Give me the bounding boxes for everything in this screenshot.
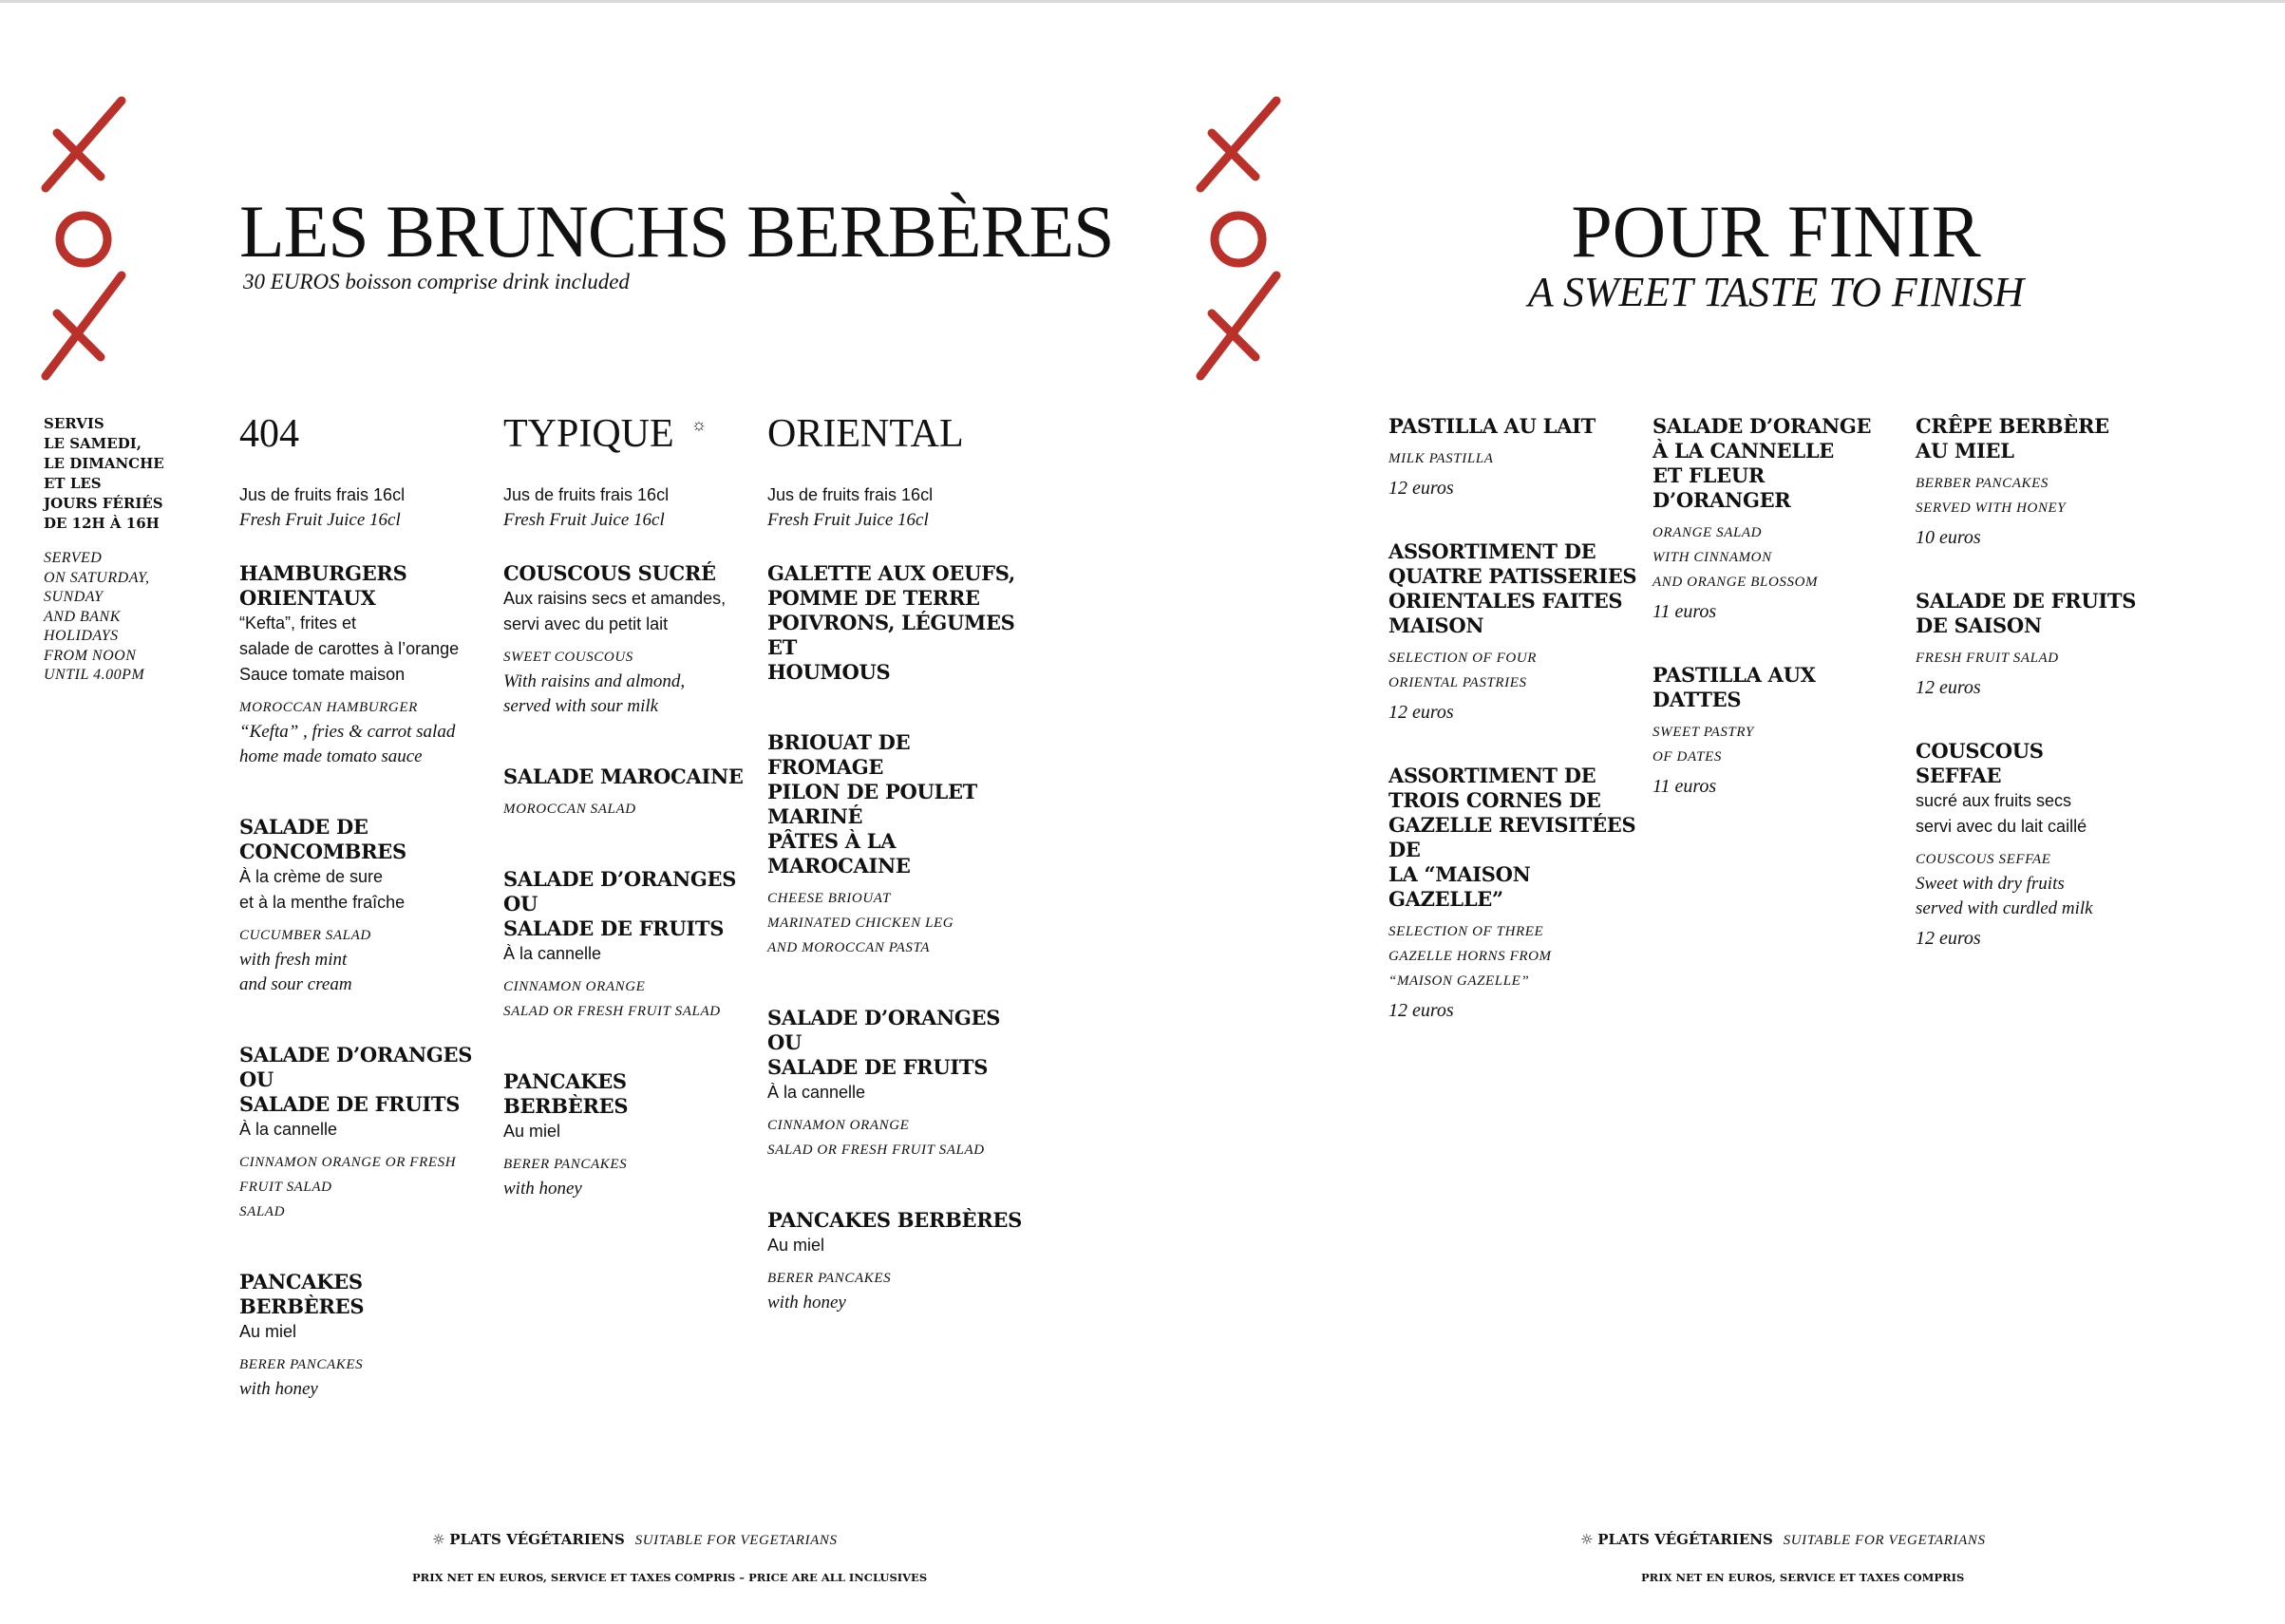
item-name: SALADE DE FRUITS (767, 1055, 989, 1079)
dessert-price: 11 euros (1652, 601, 1717, 622)
served-line: DE 12H À 16H (44, 515, 160, 532)
item-name: SALADE DE FRUITS (239, 1092, 461, 1116)
dessert-price: 12 euros (1916, 928, 1981, 949)
served-line: ET LES (44, 475, 102, 492)
dessert-name-en: AND ORANGE BLOSSOM (1652, 575, 1819, 590)
dessert-price: 12 euros (1388, 702, 1454, 723)
top-border (0, 0, 2285, 3)
dessert-item (1388, 414, 1637, 501)
spacer (767, 960, 1024, 1006)
item-desc-fr: salade de carottes à l’orange (239, 639, 460, 658)
spacer (503, 719, 752, 765)
column-title (503, 414, 752, 454)
menu-item (239, 1270, 488, 1402)
menu-item (503, 1069, 752, 1201)
spacer (1388, 1024, 1637, 1062)
spacer (503, 967, 752, 974)
dessert-item (1652, 414, 1901, 625)
spacer (503, 637, 752, 645)
spacer (503, 821, 752, 867)
dessert-name-en: SERVED WITH HONEY (1916, 500, 2067, 516)
item-name-en: SALAD OR FRESH FRUIT SALAD (503, 1004, 721, 1019)
item-desc-fr: À la cannelle (503, 944, 602, 963)
menu-item (767, 1006, 1024, 1162)
served-line-en: SUNDAY (44, 589, 104, 605)
spacer (239, 997, 488, 1043)
menu-item (767, 730, 1024, 960)
item-name-en: CUCUMBER SALAD (239, 928, 371, 943)
item-name-en: AND MOROCCAN PASTA (767, 940, 931, 955)
dessert-name: SALADE D’ORANGE (1652, 414, 1872, 438)
sun-icon: ☼ (432, 1531, 445, 1548)
sun-icon: ☼ (690, 415, 708, 434)
menu-column-oriental (767, 414, 1024, 1361)
item-name-en: MOROCCAN SALAD (503, 802, 636, 817)
spacer (239, 533, 488, 561)
item-name: SALADE MAROCAINE (503, 765, 744, 788)
spacer (1388, 912, 1637, 919)
dessert-name-en: ORANGE SALAD (1652, 525, 1763, 540)
menu-item (239, 815, 488, 997)
dessert-name: TROIS CORNES DE (1388, 788, 1601, 812)
item-name: SALADE D’ORANGES OU (767, 1006, 1001, 1054)
item-desc-fr: À la cannelle (767, 1083, 866, 1102)
dessert-desc-en: Sweet with dry fruits (1916, 874, 2065, 894)
spacer (239, 769, 488, 815)
dessert-name: SALADE DE FRUITS (1916, 589, 2137, 613)
spacer (503, 533, 752, 561)
dessert-name-en: OF DATES (1652, 749, 1722, 765)
berber-logo-left (38, 93, 133, 387)
item-name: PANCAKES BERBÈRES (767, 1208, 1022, 1232)
spacer (1652, 800, 1901, 838)
dessert-name: ASSORTIMENT DE (1388, 764, 1596, 787)
served-line-en: SERVED (44, 550, 103, 566)
spacer (1652, 513, 1901, 520)
spacer (1916, 638, 2164, 646)
item-desc-fr: Au miel (239, 1322, 297, 1341)
spacer (503, 1201, 752, 1247)
brunch-price-subtitle: 30 EUROS boisson comprise drink included (243, 270, 630, 293)
item-desc-fr: et à la menthe fraîche (239, 893, 406, 912)
dessert-item (1916, 739, 2164, 952)
dessert-item (1916, 414, 2164, 551)
dessert-name: QUATRE PATISSERIES (1388, 564, 1637, 588)
juice-en: Fresh Fruit Juice 16cl (503, 510, 665, 530)
item-name-en: CHEESE BRIOUAT (767, 891, 891, 906)
dessert-name-en: WITH CINNAMON (1652, 550, 1772, 565)
dessert-desc-fr: servi avec du lait caillé (1916, 817, 2087, 836)
dessert-name: ASSORTIMENT DE (1388, 539, 1596, 563)
item-name: BRIOUAT DE FROMAGE (767, 730, 911, 779)
price-note-right: PRIX NET EN EUROS, SERVICE ET TAXES COMPRIS (1641, 1571, 1965, 1584)
menu-item (239, 561, 488, 769)
served-line-en: UNTIL 4.00PM (44, 667, 145, 683)
spacer (239, 688, 488, 695)
spacer (239, 1345, 488, 1352)
served-line: SERVIS (44, 415, 104, 432)
dessert-name-en: “MAISON GAZELLE” (1388, 973, 1530, 989)
item-name-en: CINNAMON ORANGE (503, 979, 646, 994)
item-name: SALADE D’ORANGES OU (239, 1043, 473, 1091)
spacer (767, 685, 1024, 730)
item-desc-en: with honey (239, 1379, 318, 1399)
dessert-item (1388, 539, 1637, 726)
dessert-price: 11 euros (1652, 776, 1717, 797)
served-days-fr (44, 414, 177, 534)
dessert-desc-fr: sucré aux fruits secs (1916, 791, 2072, 810)
served-line-en: HOLIDAYS (44, 628, 119, 644)
page-subtitle-sweet: A SWEET TASTE TO FINISH (1527, 269, 2025, 315)
spacer (767, 1162, 1024, 1208)
menu-item (503, 765, 752, 821)
item-desc-en: with honey (503, 1179, 582, 1199)
juice-en: Fresh Fruit Juice 16cl (239, 510, 401, 530)
dessert-name: ORIENTALES FAITES (1388, 589, 1623, 613)
dessert-price: 12 euros (1916, 677, 1981, 698)
vegetarian-label-en: SUITABLE FOR VEGETARIANS (634, 1533, 838, 1548)
vegetarian-note-left (432, 1531, 838, 1549)
column-title (767, 414, 1024, 454)
item-name: SALADE DE CONCOMBRES (239, 815, 406, 863)
menu-column-typique (503, 414, 752, 1247)
dessert-item (1388, 764, 1637, 1024)
item-name: PANCAKES BERBÈRES (239, 1270, 365, 1318)
spacer (1388, 638, 1637, 646)
item-name-en: SWEET COUSCOUS (503, 650, 633, 665)
item-name-en: FRUIT SALAD (239, 1180, 332, 1195)
dessert-name: COUSCOUS (1916, 739, 2044, 763)
dessert-column-3 (1916, 414, 2164, 990)
spacer (239, 1402, 488, 1447)
item-name-en: CINNAMON ORANGE (767, 1118, 910, 1133)
item-name: COUSCOUS SUCRÉ (503, 561, 716, 585)
item-desc-fr: À la crème de sure (239, 867, 384, 886)
served-line-en: FROM NOON (44, 647, 137, 664)
item-desc-fr: Au miel (503, 1122, 561, 1141)
dessert-name: SEFFAE (1916, 764, 2002, 787)
item-name: PILON DE POULET (767, 780, 978, 803)
dessert-name: ET FLEUR D’ORANGER (1652, 463, 1791, 512)
page-title-brunchs: LES BRUNCHS BERBÈRES (239, 190, 1114, 273)
price-note-left: PRIX NET EN EUROS, SERVICE ET TAXES COMPRIS – PRICE ARE ALL INCLUSIVES (412, 1571, 928, 1584)
item-desc-en: and sour cream (239, 974, 352, 994)
served-days-en (44, 549, 186, 686)
dessert-name: DE SAISON (1916, 614, 2042, 637)
spacer (1652, 712, 1901, 720)
dessert-name: MAISON (1388, 614, 1484, 637)
column-name: TYPIQUE (503, 412, 674, 456)
spacer (767, 878, 1024, 886)
spacer (503, 789, 752, 797)
item-name: SALADE DE FRUITS (503, 916, 725, 940)
item-name: HOUMOUS (767, 660, 891, 684)
item-name-en: SALAD (239, 1204, 285, 1219)
item-name: HAMBURGERS (239, 561, 407, 585)
dessert-name: GAZELLE REVISITÉES DE (1388, 813, 1636, 861)
dessert-name-en: BERBER PANCAKES (1916, 476, 2049, 491)
spacer (239, 916, 488, 923)
item-desc-fr: “Kefta”, frites et (239, 614, 357, 633)
dessert-name-en: SWEET PASTRY (1652, 725, 1754, 740)
spacer (1388, 501, 1637, 539)
spacer (1652, 625, 1901, 663)
item-name: POIVRONS, LÉGUMES ET (767, 611, 1015, 659)
item-name: ORIENTAUX (239, 586, 376, 610)
spacer (503, 1024, 752, 1069)
menu-item (239, 1043, 488, 1224)
item-name: POMME DE TERRE (767, 586, 980, 610)
dessert-name-en: MILK PASTILLA (1388, 451, 1494, 466)
menu-item (503, 867, 752, 1024)
item-desc-fr: Aux raisins secs et amandes, (503, 589, 727, 608)
item-name-en: BERER PANCAKES (767, 1271, 892, 1286)
item-name: GALETTE AUX OEUFS, (767, 561, 1015, 585)
dessert-name-en: FRESH FRUIT SALAD (1916, 651, 2059, 666)
vegetarian-label: PLATS VÉGÉTARIENS (449, 1531, 625, 1548)
vegetarian-label: PLATS VÉGÉTARIENS (1597, 1531, 1773, 1548)
item-name-en: MOROCCAN HAMBURGER (239, 700, 418, 715)
item-name-en: MARINATED CHICKEN LEG (767, 916, 954, 931)
column-name: ORIENTAL (767, 412, 964, 456)
item-desc-en: with honey (767, 1293, 846, 1312)
sun-icon: ☼ (1580, 1531, 1594, 1548)
dessert-name: AU MIEL (1916, 439, 2014, 463)
served-line-en: ON SATURDAY, (44, 569, 150, 586)
item-name-en: BERER PANCAKES (239, 1357, 364, 1372)
item-desc-fr: Au miel (767, 1236, 825, 1255)
served-line-en: AND BANK (44, 608, 121, 625)
column-title (239, 414, 488, 454)
item-desc-en: home made tomato sauce (239, 746, 423, 766)
item-desc-fr: Sauce tomate maison (239, 665, 406, 684)
item-name-en: BERER PANCAKES (503, 1157, 628, 1172)
item-name: MARINÉ (767, 804, 863, 828)
dessert-name: CRÊPE BERBÈRE (1916, 414, 2109, 438)
dessert-name-en: SELECTION OF THREE (1388, 924, 1544, 939)
item-desc-fr: servi avec du petit lait (503, 614, 669, 633)
spacer (1916, 551, 2164, 589)
spacer (767, 533, 1024, 561)
item-name-en: CINNAMON ORANGE OR FRESH (239, 1155, 457, 1170)
berber-logo-right (1193, 93, 1288, 387)
spacer (239, 1142, 488, 1150)
dessert-item (1916, 589, 2164, 701)
spacer (503, 1144, 752, 1152)
page-title-pour-finir: POUR FINIR (1571, 190, 1981, 273)
dessert-item (1652, 663, 1901, 800)
served-line: JOURS FÉRIÉS (44, 495, 163, 512)
juice-fr: Jus de fruits frais 16cl (239, 485, 406, 504)
column-name: 404 (239, 412, 299, 456)
item-desc-en: with fresh mint (239, 950, 348, 970)
dessert-name: LA “MAISON GAZELLE” (1388, 862, 1531, 911)
spacer (767, 1258, 1024, 1266)
item-name-en: SALAD OR FRESH FRUIT SALAD (767, 1142, 985, 1158)
spacer (1916, 701, 2164, 739)
dessert-price: 12 euros (1388, 478, 1454, 499)
item-name: PÂTES À LA MAROCAINE (767, 829, 911, 878)
spacer (1916, 463, 2164, 471)
item-desc-en: served with sour milk (503, 696, 659, 716)
spacer (1388, 726, 1637, 764)
dessert-name: À LA CANNELLE (1652, 439, 1835, 463)
spacer (1388, 439, 1637, 446)
dessert-column-2 (1652, 414, 1901, 838)
menu-item (503, 561, 752, 719)
menu-column-404 (239, 414, 488, 1447)
dessert-name-en: ORIENTAL PASTRIES (1388, 675, 1527, 690)
dessert-price: 10 euros (1916, 527, 1981, 548)
dessert-name-en: COUSCOUS SEFFAE (1916, 852, 2051, 867)
dessert-name-en: SELECTION OF FOUR (1388, 651, 1538, 666)
spacer (767, 1315, 1024, 1361)
dessert-name-en: GAZELLE HORNS FROM (1388, 949, 1552, 964)
item-desc-en: “Kefta” , fries & carrot salad (239, 722, 456, 742)
vegetarian-note-right (1580, 1531, 1986, 1549)
item-name: SALADE D’ORANGES OU (503, 867, 737, 916)
dessert-desc-en: served with curdled milk (1916, 898, 2093, 918)
dessert-name: PASTILLA AU LAIT (1388, 414, 1596, 438)
served-line: LE DIMANCHE (44, 455, 164, 472)
dessert-price: 12 euros (1388, 1000, 1454, 1021)
juice-en: Fresh Fruit Juice 16cl (767, 510, 929, 530)
item-desc-fr: À la cannelle (239, 1120, 338, 1139)
served-line: LE SAMEDI, (44, 435, 142, 452)
menu-item (767, 1208, 1024, 1315)
vegetarian-label-en: SUITABLE FOR VEGETARIANS (1783, 1533, 1986, 1548)
item-name: PANCAKES BERBÈRES (503, 1069, 629, 1118)
item-desc-en: With raisins and almond, (503, 671, 686, 691)
spacer (239, 1224, 488, 1270)
spacer (1916, 952, 2164, 990)
juice-fr: Jus de fruits frais 16cl (767, 485, 934, 504)
juice-fr: Jus de fruits frais 16cl (503, 485, 670, 504)
spacer (1916, 840, 2164, 847)
menu-item (767, 561, 1024, 685)
dessert-name: PASTILLA AUX DATTES (1652, 663, 1816, 711)
spacer (767, 1105, 1024, 1113)
dessert-column-1 (1388, 414, 1637, 1062)
